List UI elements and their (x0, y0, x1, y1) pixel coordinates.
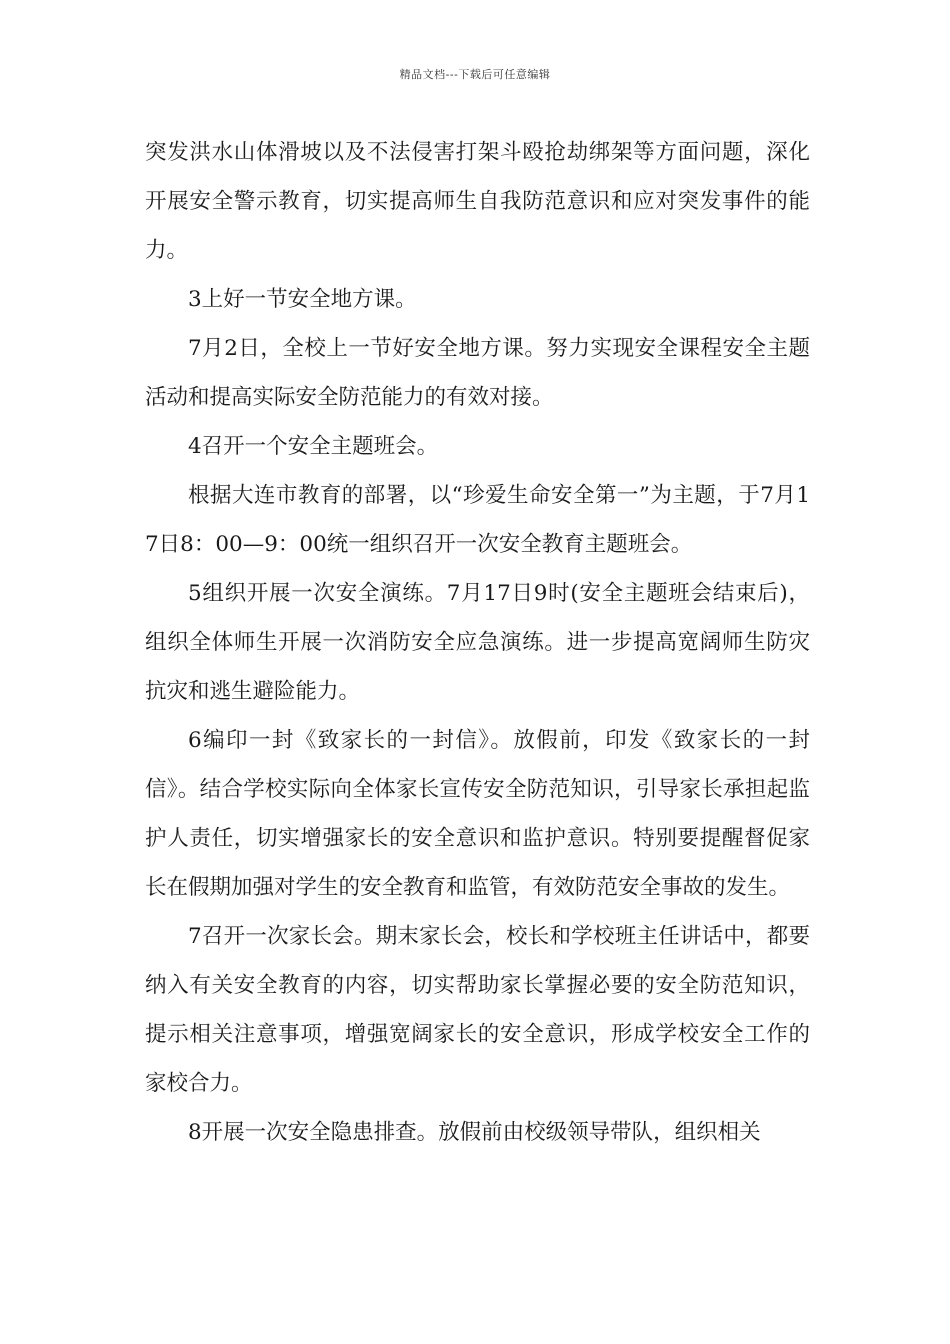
paragraph: 突发洪水山体滑坡以及不法侵害打架斗殴抢劫绑架等方面问题，深化开展安全警示教育，切实提高师生自我防范意识和应对突发事件的能力。 (145, 140, 810, 263)
paragraph: 4召开一个安全主题班会。 (188, 434, 439, 459)
paragraph: 5组织开展一次安全演练。7月17日9时(安全主题班会结束后)，组织全体师生开展一次消防安全应急演练。进一步提高宽阔师生防灾抗灾和逃生避险能力。 (145, 581, 810, 704)
paragraph: 8开展一次安全隐患排查。放假前由校级领导带队，组织相关 (188, 1120, 761, 1145)
paragraph: 6编印一封《致家长的一封信》。放假前，印发《致家长的一封信》。结合学校实际向全体家长宣传安全防范知识，引导家长承担起监护人责任，切实增强家长的安全意识和监护意识。特别要提醒督促家长在假期加强对学生的安全教育和监管，有效防范安全事故的发生。 (145, 728, 810, 900)
paragraph: 7月2日，全校上一节好安全地方课。努力实现安全课程安全主题活动和提高实际安全防范能力的有效对接。 (145, 336, 810, 410)
paragraph: 7召开一次家长会。期末家长会，校长和学校班主任讲话中，都要纳入有关安全教育的内容，切实帮助家长掌握必要的安全防范知识，提示相关注意事项，增强宽阔家长的安全意识，形成学校安全工作的家校合力。 (145, 924, 810, 1096)
page-header: 精品文档---下载后可任意编辑 (399, 68, 551, 81)
document-body (145, 128, 810, 1157)
paragraph: 3上好一节安全地方课。 (188, 287, 417, 312)
paragraph: 根据大连市教育的部署，以“珍爱生命安全第一”为主题，于7月17日8：00—9：00统一组织召开一次安全教育主题班会。 (145, 483, 810, 557)
